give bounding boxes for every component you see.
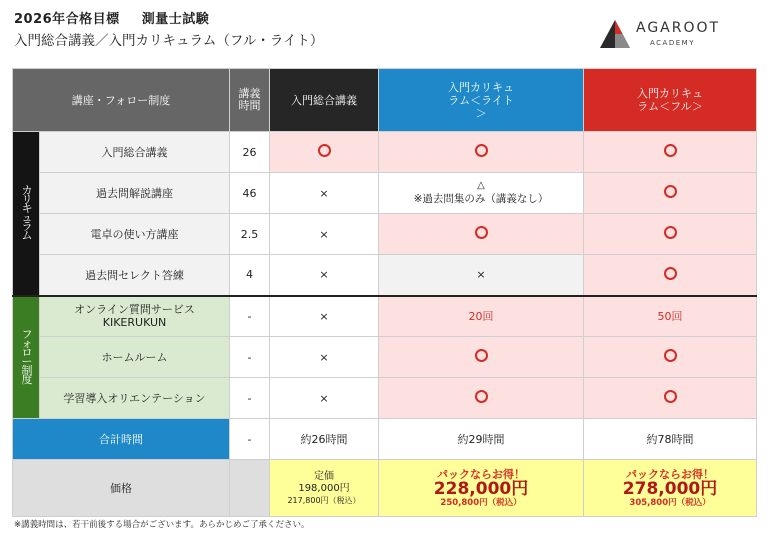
header-plan1: 入門総合講義	[270, 69, 379, 132]
table-row	[13, 337, 757, 378]
plan1-cell: ×	[270, 173, 379, 214]
circle-mark-icon	[664, 267, 677, 280]
course-comparison-table	[12, 68, 757, 517]
logo-sub: ACADEMY	[650, 39, 695, 47]
table-row	[13, 214, 757, 255]
row-label: ホームルーム	[40, 337, 230, 378]
row-hours: -	[230, 337, 270, 378]
table-row	[13, 255, 757, 296]
price-plan3-tax: 305,800円（税込）	[629, 498, 711, 508]
plan3-cell	[584, 214, 757, 255]
header-course: 講座・フォロー制度	[13, 69, 230, 132]
price-label: 価格	[13, 460, 230, 517]
plan2-cell	[379, 378, 584, 419]
price-plan1-amount: 198,000円	[298, 482, 350, 494]
plan2-cell	[379, 173, 584, 214]
triangle-mark: △	[477, 179, 485, 191]
year-title: 2026年合格目標	[14, 12, 120, 27]
plan3-cell	[584, 378, 757, 419]
plan2-cell	[379, 337, 584, 378]
price-plan1	[270, 460, 379, 517]
total-row	[13, 419, 757, 460]
plan2-cell: 20回	[379, 296, 584, 337]
row-hours: 2.5	[230, 214, 270, 255]
table-header-row	[13, 69, 757, 132]
plan3-cell	[584, 337, 757, 378]
row-label: 電卓の使い方講座	[40, 214, 230, 255]
row-label: 入門総合講義	[40, 132, 230, 173]
total-hours: -	[230, 419, 270, 460]
price-plan2-tax: 250,800円（税込）	[440, 498, 522, 508]
section-curriculum-label: カリキュラム	[13, 132, 40, 296]
logo-name: AGAROOT	[636, 20, 721, 36]
page-header	[14, 8, 323, 49]
plan1-cell	[270, 132, 379, 173]
price-plan3-amount: 278,000円	[622, 479, 718, 499]
row-label-line1: オンライン質問サービス	[74, 303, 195, 317]
plan1-cell: ×	[270, 337, 379, 378]
row-hours: 26	[230, 132, 270, 173]
circle-mark-icon	[664, 185, 677, 198]
total-plan1: 約26時間	[270, 419, 379, 460]
page-title	[14, 8, 323, 27]
exam-name: 測量士試験	[141, 12, 210, 27]
price-plan1-tax: 217,800円（税込）	[287, 495, 361, 505]
total-plan2: 約29時間	[379, 419, 584, 460]
row-hours: 4	[230, 255, 270, 296]
circle-mark-icon	[664, 349, 677, 362]
price-hours-blank	[230, 460, 270, 517]
row-hours: -	[230, 378, 270, 419]
row-hours: -	[230, 296, 270, 337]
deal-label: パックならお得！	[626, 468, 715, 481]
circle-mark-icon	[664, 226, 677, 239]
circle-mark-icon	[475, 349, 488, 362]
row-label: 過去問解説講座	[40, 173, 230, 214]
page-subtitle: 入門総合講義／入門カリキュラム（フル・ライト）	[14, 33, 324, 49]
circle-mark-icon	[664, 144, 677, 157]
circle-mark-icon	[475, 390, 488, 403]
price-plan2-amount: 228,000円	[433, 479, 529, 499]
table-row	[13, 132, 757, 173]
deal-label: パックならお得！	[437, 468, 526, 481]
total-plan3: 約78時間	[584, 419, 757, 460]
plan2-cell: ×	[379, 255, 584, 296]
plan1-cell: ×	[270, 255, 379, 296]
table-row	[13, 378, 757, 419]
price-row	[13, 460, 757, 517]
plan3-cell	[584, 255, 757, 296]
plan2-cell	[379, 214, 584, 255]
price-plan2	[379, 460, 584, 517]
header-plan3: 入門カリキュラム＜フル＞	[584, 69, 757, 132]
plan3-cell	[584, 173, 757, 214]
header-hours: 講義時間	[230, 69, 270, 132]
row-label	[40, 296, 230, 337]
plan2-note: ※過去問集のみ（講義なし）	[413, 192, 549, 205]
row-hours: 46	[230, 173, 270, 214]
table-row	[13, 296, 757, 337]
circle-mark-icon	[475, 226, 488, 239]
price-plan3	[584, 460, 757, 517]
plan3-cell	[584, 132, 757, 173]
row-label-line2: KIKERUKUN	[102, 316, 167, 330]
plan1-cell: ×	[270, 296, 379, 337]
plan3-cell: 50回	[584, 296, 757, 337]
header-plan2: 入門カリキュラム＜ライト＞	[379, 69, 584, 132]
footnote: ※講義時間は、若干前後する場合がございます。あらかじめご了承ください。	[14, 520, 310, 530]
circle-mark-icon	[318, 144, 331, 157]
table-row	[13, 173, 757, 214]
price-list-label: 定価	[314, 470, 335, 482]
row-label: 過去問セレクト答練	[40, 255, 230, 296]
plan1-cell: ×	[270, 214, 379, 255]
circle-mark-icon	[664, 390, 677, 403]
circle-mark-icon	[475, 144, 488, 157]
row-label: 学習導入オリエンテーション	[40, 378, 230, 419]
total-label: 合計時間	[13, 419, 230, 460]
plan1-cell: ×	[270, 378, 379, 419]
agaroot-logo	[598, 18, 738, 58]
logo-mark-icon	[598, 18, 632, 52]
section-follow-label: フォロー制度	[13, 296, 40, 419]
plan2-cell	[379, 132, 584, 173]
